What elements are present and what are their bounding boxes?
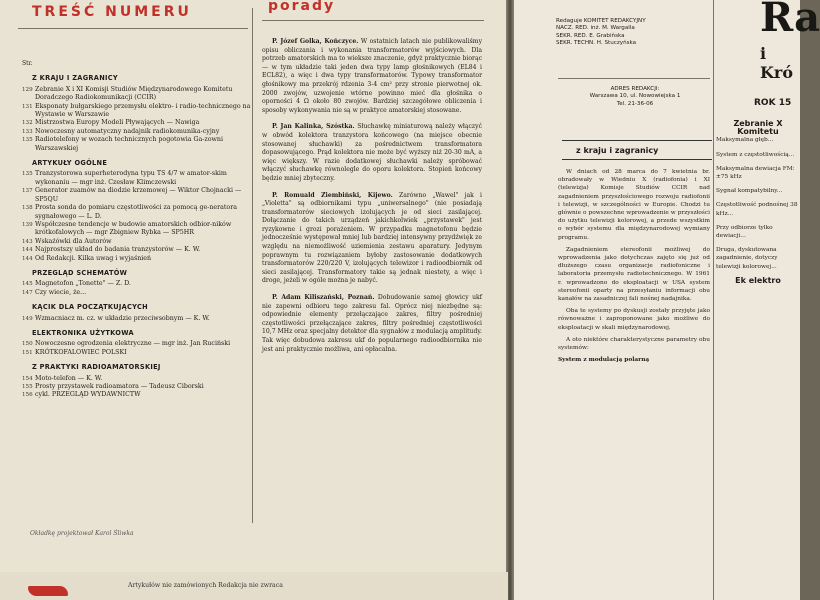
toc-entry bbox=[22, 86, 252, 103]
toc-entry bbox=[22, 238, 252, 246]
toc-entry-text: Tranzystorowa superheterodyna typu TS 4/7 w amator-skim wykonaniu — mgr inż. Czesław Klimczewski bbox=[35, 170, 227, 186]
toc-entry bbox=[22, 103, 252, 120]
editorial-line: SEKR. RED. E. Grabińska bbox=[556, 32, 625, 39]
toc-section-title: PRZEGLĄD SCHEMATÓW bbox=[32, 268, 128, 277]
side-heading: Zebranie X Komitetu bbox=[733, 119, 783, 137]
side-paragraph: Maksymalna dewiacja FM: ±75 kHz bbox=[716, 165, 795, 181]
toc-page-number: 155 bbox=[22, 384, 33, 390]
toc-page-number: 144 bbox=[22, 255, 33, 262]
toc-page-number: 143 bbox=[22, 238, 33, 245]
advice-recipient: P. Romuald Ziembiński, Kijewo. bbox=[272, 191, 393, 199]
side-paragraph: Przy odbiorze tylko dewiacji... bbox=[716, 224, 773, 240]
toc-entry-text: Nowoczesne ogrodzenia elektryczne — mgr inż. Jan Ruciński bbox=[35, 340, 231, 348]
toc-page-number: 150 bbox=[22, 341, 33, 348]
toc-page-number: 135 bbox=[22, 171, 33, 178]
toc-entry-text: Zebranie X i XI Komisji Studiów Międzynarodowego Komitetu Doradczego Radiokomunikacji (CCIR) bbox=[35, 85, 233, 102]
toc-heading-rule bbox=[18, 28, 248, 29]
toc-entry-text: Magnetofon „Tonette" — Z. D. bbox=[35, 280, 131, 288]
toc-entry-text: Mistrzostwa Europy Modeli Pływających — Nawiga bbox=[35, 119, 200, 127]
advice-text: Zarówno „Wawel" jak i „Violetta" są odbiornikami typu „uniwersalnego" (nie posiadają transformatorów sieciowych izolujących je od sieci zasilającej. Dołączanie do takich urządzeń jakichkolwiek „przystawek" jest ryzykowne i grozi porażeniem. W przypadku magnetofonu będzie jednocześnie występował mniej lub bardziej intensywny przydźwięk ze względu na niemożliwość uziemienia zestawu aparatury. Jedynym poprawnym tu rozwiązaniem byłoby zastosowanie dodatkowych transformatorów 220/220 V, izolujących telewizor i radioodbiornik od sieci zasilającej. Transformatory takie są jednak niestety, a więc i droge, jeżeli w ogóle można je nabyć. bbox=[262, 191, 482, 285]
porady-column bbox=[262, 38, 482, 362]
toc-entry-text: Nowoczesny automatyczny nadajnik radiokomunika-cyjny bbox=[35, 127, 220, 135]
advice-recipient: P. Jan Kalinka, Szóstka. bbox=[272, 123, 355, 131]
toc-page-number: 154 bbox=[22, 375, 33, 382]
toc-section-title: Z PRAKTYKI RADIOAMATORSKIEJ bbox=[32, 363, 161, 372]
toc-entry bbox=[22, 383, 252, 391]
porady-heading: porady bbox=[268, 0, 336, 14]
toc-entry-text: Najprostszy układ do badania tranzystorów — K. W. bbox=[35, 246, 201, 254]
toc-entry bbox=[22, 187, 252, 204]
toc-section-title: ELEKTRONIKA UŻYTKOWA bbox=[32, 328, 134, 337]
advice-paragraph bbox=[262, 123, 482, 183]
advice-text: Dobudowanie samej głowicy ukf nie zapewni odbioru tego zakresu fal. Oprócz niej niezbędne są: odpowiednie elementy przełączające zakres, filtry pośredniej częstotliwości przełączające zakres, filtry pośredniej częstotliwości 10,7 MHz oraz specjalny detektor dla sygnałów z modulacją amplitudy. Tak więc dobudowa zakresu ukf do popularnego radioodbiornika nie jest ani praktycznie możliwa, ani opłacalna. bbox=[262, 294, 483, 353]
toc-page-number: 139 bbox=[22, 221, 33, 228]
toc-page-number: 133 bbox=[22, 128, 33, 135]
section-label: z kraju i zagranicy bbox=[562, 140, 712, 160]
toc-entry-text: Czy wiecie, że... bbox=[35, 288, 87, 296]
toc-entry-text: Wskaźówki dla Autorów bbox=[35, 237, 112, 245]
toc-entry-text: Prosty przystawek radioamatora — Tadeusz Ciborski bbox=[35, 383, 204, 390]
editorial-line: Redaguje KOMITET REDAKCYJNY bbox=[556, 18, 646, 24]
toc-heading: TREŚĆ NUMERU bbox=[32, 4, 192, 20]
article-paragraph: Oba te systemy po dyskusji zostały przyjęte jako równoważne i zaproponowane jako możliwe do eksploatacji w skali międzynarodowej. bbox=[558, 308, 710, 331]
editorial-line: NACZ. RED. inż. M. Wargalla bbox=[556, 25, 635, 32]
side-paragraph: Druga, dyskutowana zagadnienie, dotyczy telewizji kolorowej... bbox=[716, 247, 778, 270]
toc-entry-text: cykl. PRZEGLĄD WYDAWNICTW bbox=[35, 391, 141, 399]
toc-page-number: 156 bbox=[22, 392, 33, 399]
advice-recipient: P. Adam Kiliszański, Poznań. bbox=[272, 294, 375, 302]
advice-paragraph bbox=[262, 294, 482, 354]
toc-page-number: 129 bbox=[22, 86, 33, 93]
advice-paragraph bbox=[262, 38, 482, 115]
toc-page-number: 145 bbox=[22, 281, 33, 288]
advice-recipient: P. Józef Golka, Kończyce. bbox=[272, 38, 359, 45]
toc-entry-text: Prosta sonda do pomiaru częstotliwości za pomocą ge-neratora sygnałowego — L. D. bbox=[35, 204, 237, 220]
advice-text: W ostatnich latach nie publikowaliśmy opisu obliczania i wykonania transformatorów wyjściowych. Dla potrzeb amatorskich ma to wieksze znaczenie, gdyż praktycznie biorąc — w tym układzie taki jeden dwa typy lamp głośnikowych (EL84 i ECL82), a więc i dwa typy transformatorów. Typowy transformator głośnikowy ma przekrój rdzenia 3-4 cm² przy stronie pierwotnej ok. 2000 zwojów, uzwojenie wtórne powinno mieć dla głośnika o oporności 4 Ω około 80 zwojów. Bardziej szczegółowe obliczenia i sposoby wykonywania nie są w praktyce amatorskiej stosowane. bbox=[262, 38, 483, 114]
toc-page-number: 135 bbox=[22, 137, 33, 144]
toc-entry bbox=[22, 340, 252, 348]
year-label: ROK 15 bbox=[754, 98, 792, 108]
toc-entry bbox=[22, 280, 252, 288]
toc-page-number: 144 bbox=[22, 247, 33, 254]
publisher-logo-icon bbox=[28, 586, 68, 596]
article-paragraph: A oto niektóre charakterystyczne parametry obu systemów: bbox=[558, 336, 710, 352]
toc-page-number: 137 bbox=[22, 188, 33, 195]
advice-paragraph bbox=[262, 192, 482, 287]
toc-entry bbox=[22, 315, 252, 323]
toc-page-number: 131 bbox=[22, 103, 33, 110]
toc-page-number: 132 bbox=[22, 120, 33, 127]
toc-entry-text: Eksponaty bułgarskiego przemysłu elektro- i radio-technicznego na Wystawie w Warszawie bbox=[35, 102, 251, 119]
toc-entry-text: Od Redakcji. Kilka uwag i wyjaśnień bbox=[35, 254, 152, 262]
article-body bbox=[558, 168, 710, 368]
porady-heading-rule bbox=[262, 20, 484, 21]
editorial-line: SEKR. TECHN. H. Stuczyńska bbox=[556, 40, 637, 47]
toc-entry bbox=[22, 221, 252, 238]
toc-entry bbox=[22, 289, 252, 297]
toc-page-number: 149 bbox=[22, 315, 33, 322]
advice-text: Słuchawkę miniaturową należy włączyć w obwód kolektora tranzystora końcowego (na miejsce obecnie stosowanej słuchawki) za pośrednictwem transformatora dopasowującego. Prąd kolektora nie może być wyższy niż 20-30 mA, a więc większy. W razie dodatkowej słuchawki należy spróbować włączyć słuchawkę równolegle do oporu kolektora. Stopień końcowy będzie mniej zbyteczny. bbox=[262, 123, 482, 182]
address-line: ADRES REDAKCJI: bbox=[610, 86, 660, 92]
editorial-board bbox=[556, 18, 706, 48]
toc-entry bbox=[22, 349, 252, 357]
side-paragraph: System z częstotliwością... bbox=[716, 151, 795, 158]
address-line: Tel. 21-36-06 bbox=[616, 100, 654, 107]
footer-text: Artykułów nie zamówionych Redakcja nie zwraca bbox=[128, 582, 283, 589]
side-paragraph: Częstotliwość podnośnej 38 kHz... bbox=[716, 202, 798, 217]
cover-designer-note: Okładkę projektował Karol Śliwka bbox=[30, 530, 134, 537]
toc-entry-text: KRÓTKOFALOWIEC POLSKI bbox=[35, 348, 127, 356]
address-line: Warszawa 10, ul. Nowowiejska 1 bbox=[589, 93, 681, 100]
column-divider bbox=[252, 8, 253, 523]
table-of-contents bbox=[22, 60, 252, 400]
str-label: Str. bbox=[22, 60, 33, 67]
toc-entry bbox=[22, 246, 252, 254]
right-column-divider bbox=[713, 0, 714, 600]
toc-entry-text: Wzmacniacz m. cz. w układzie przeciwsobnym — K. W. bbox=[35, 314, 210, 322]
toc-entry-text: Moto-telefon — K. W. bbox=[35, 374, 103, 382]
side-column bbox=[716, 120, 800, 285]
article-paragraph: W dniach od 28 marca do 7 kwietnia br. obradowały w Wiedniu X (radiofonia) i XI (telewizja) Komisje Studiów CCIR nad zagadnieniem przyszłościowego rozwoju radiofonii i telewizji, w szczególności w Europie. Chodzi tu głównie o powszechne wprowadzenie w przyszłości do użytku telewizji kolorowej, a przede wszystkim o wybór systemu dla międzynarodowej wymiany programu. bbox=[558, 169, 710, 241]
magazine-spine bbox=[506, 0, 514, 600]
toc-section-title: Z KRAJU I ZAGRANICY bbox=[32, 74, 118, 83]
magazine-subtitle: i Kró bbox=[760, 44, 794, 82]
toc-entry bbox=[22, 128, 252, 136]
toc-entry-text: Radiotelefony w wozach technicznych pogotowia Ga-zowni Warszawskiej bbox=[35, 136, 223, 152]
toc-entry bbox=[22, 119, 252, 127]
toc-entry bbox=[22, 375, 252, 383]
toc-entry bbox=[22, 391, 252, 399]
toc-entry-text: Współczesne tendencje w budowie amatorskich odbior-ników krótkofalowych — mgr Zbigniew Rybka — SP5HR bbox=[35, 220, 232, 237]
article-paragraph: Zagadnieniem stereofonii możliwej do wprowadzenia jako dotychczas zajęto się już od dłuższego czasu organizacje radiofoniczne i laboratoria przemysłu radiotechnicznego. W 1961 r. wprowadzono do eksploatacji w USA system stereofonii oparty na przesyłaniu informacji obu kanałów na zasadniczej fali nośnej nadajnika. bbox=[558, 246, 710, 303]
magazine-title: Ra bbox=[760, 0, 820, 41]
toc-entry bbox=[22, 204, 252, 221]
article-subheading: System z modulacją polarną bbox=[558, 357, 650, 364]
toc-entry-text: Generator zuamów na diodzie krzemowej — Wiktor Chojnacki — SP5QU bbox=[35, 187, 242, 203]
editorial-address bbox=[560, 86, 710, 108]
toc-entry bbox=[22, 255, 252, 263]
toc-entry bbox=[22, 136, 252, 153]
toc-entry bbox=[22, 170, 252, 187]
toc-page-number: 147 bbox=[22, 289, 33, 296]
toc-section-title: KĄCIK DLA POCZĄTKUJĄCYCH bbox=[32, 303, 148, 312]
toc-page-number: 138 bbox=[22, 205, 33, 212]
side-paragraph: Maksymalna głęb... bbox=[716, 137, 774, 144]
toc-section-title: ARTYKUŁY OGÓLNE bbox=[32, 159, 108, 168]
editorial-rule bbox=[558, 78, 710, 79]
side-paragraph: Sygnał kompatybilny... bbox=[716, 188, 783, 195]
toc-page-number: 151 bbox=[22, 349, 33, 356]
side-bottom-heading: Ek elektro bbox=[735, 275, 781, 285]
